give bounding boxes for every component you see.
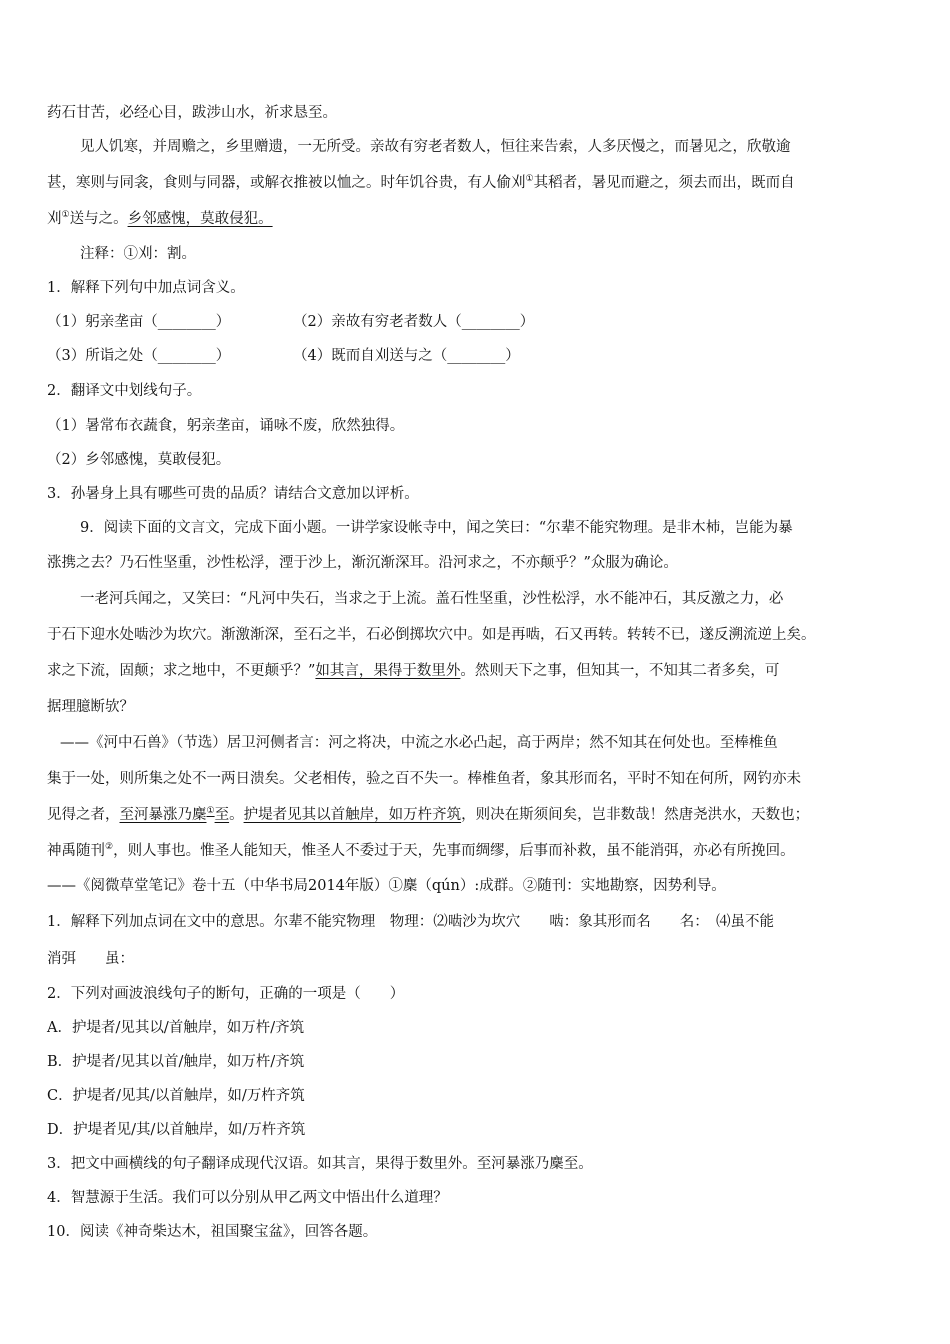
text-span: 求之下流，固颠；求之地中，不更颠乎？” [47, 663, 316, 679]
text-span: 。然则天下之事，但知其一，不知其二者多矣，可 [460, 663, 780, 679]
question-10: 10．阅读《神奇柴达木，祖国聚宝盆》，回答各题。 [47, 1224, 378, 1240]
option-a: A．护堤者/见其以/首触岸，如万杵/齐筑 [47, 1020, 305, 1036]
text-span: 见得之者， [47, 807, 120, 823]
passage-line [47, 805, 910, 825]
passage-line: 药石甘苦，必经心目，跋涉山水，祈求恳至。 [47, 105, 337, 121]
subquestion-4: （4）既而自刈送与之（________） [293, 348, 520, 364]
option-c: C．护堤者/见其/以首触岸，如/万杵齐筑 [47, 1088, 305, 1104]
source-note: ——《阅微草堂笔记》卷十五（中华书局2014年版）①麇（qún）:成群。②随刊：实地勘察，因势利导。 [47, 878, 726, 894]
passage-line: 集于一处，则所集之处不一两日溃矣。父老相传，验之百不失一。棒椎鱼者，象其形而名，平时不知在何所，网钓亦未 [47, 771, 801, 787]
underlined-sentence: 乡邻感愧，莫敢侵犯。 [127, 211, 273, 227]
underlined-sentence: 如其言，果得于数里外 [315, 663, 461, 679]
annotation: 注释：①刈：割。 [80, 246, 196, 262]
passage-line: 据理臆断欤？ [47, 699, 134, 715]
subquestion-3: （3）所诣之处（________） [47, 348, 231, 364]
passage-line [47, 661, 910, 681]
passage-line: ——《河中石兽》（节选）居卫河侧者言：河之将决，中流之水必凸起，高于两岸；然不知其在何处也。至棒椎鱼 [60, 735, 778, 751]
text-span: ，则决在斯须间矣，岂非数哉！然唐尧洪水，天数也； [461, 807, 810, 823]
text-span: 神禹随刊 [47, 843, 105, 859]
passage-line: 涨携之去？乃石性坚重，沙性松浮，湮于沙上，渐沉渐深耳。沿河求之，不亦颠乎？”众服为确论。 [47, 555, 678, 571]
question-4: 4．智慧源于生活。我们可以分别从甲乙两文中悟出什么道理？ [47, 1190, 448, 1206]
text-span: 甚，寒则与同衾，食则与同器，或解衣推被以恤之。时年饥谷贵，有人偷刈 [47, 175, 526, 191]
passage-line: 见人饥寒，并周赡之，乡里赠遗，一无所受。亲故有穷老者数人，恒往来告索，人多厌慢之，而暑见之，欣敬逾 [80, 139, 791, 155]
underlined-sentence: 至河暴涨乃麇 [119, 807, 207, 823]
text-span: 。 [229, 807, 244, 823]
passage-line: 于石下迎水处啮沙为坎穴。渐激渐深，至石之半，石必倒掷坎穴中。如是再啮，石又再转。转转不已，遂反溯流逆上矣。 [47, 627, 816, 643]
text-span: 刈 [47, 211, 62, 227]
text-span: 其稻者，暑见而避之，须去而出，既而自 [533, 175, 795, 191]
footnote-marker: ① [525, 174, 534, 185]
passage-line: 9．阅读下面的文言文，完成下面小题。一讲学家设帐寺中，闻之笑曰：“尔辈不能究物理。是非木杮，岂能为暴 [80, 520, 793, 536]
question-3: 3．把文中画横线的句子翻译成现代汉语。如其言，果得于数里外。至河暴涨乃麇至。 [47, 1156, 593, 1172]
footnote-marker: ① [61, 210, 70, 221]
subquestion: （1）暑常布衣蔬食，躬亲垄亩，诵咏不废，欣然独得。 [47, 418, 405, 434]
subquestion: （2）乡邻感愧，莫敢侵犯。 [47, 452, 231, 468]
footnote-marker: ② [105, 842, 114, 853]
question-1: 1．解释下列句中加点词含义。 [47, 280, 245, 296]
subquestion-1: （1）躬亲垄亩（________） [47, 314, 231, 330]
option-d: D．护堤者见/其/以首触岸，如/万杵齐筑 [47, 1122, 306, 1138]
question-1: 1．解释下列加点词在文中的意思。尔辈不能究物理 物理：⑵啮沙为坎穴 啮：象其形而名 名： ⑷虽不能 [47, 914, 774, 930]
footnote-marker: ① [206, 806, 215, 817]
question-3: 3．孙暑身上具有哪些可贵的品质？请结合文意加以评析。 [47, 486, 419, 502]
question-row [47, 346, 910, 366]
wavy-underlined-sentence: 护堤者见其以首触岸，如万杵齐筑 [243, 807, 462, 823]
passage-line: 一老河兵闻之，又笑曰：“凡河中失石，当求之于上流。盖石性坚重，沙性松浮，水不能冲石，其反激之力，必 [80, 591, 784, 607]
passage-line [47, 209, 910, 229]
question-2: 2．翻译文中划线句子。 [47, 383, 202, 399]
underlined-sentence: 至 [214, 807, 230, 823]
question-1-cont: 消弭 虽： [47, 951, 134, 967]
option-b: B．护堤者/见其以首/触岸，如万杵/齐筑 [47, 1054, 305, 1070]
passage-line [47, 841, 910, 861]
question-2: 2．下列对画波浪线句子的断句，正确的一项是（ ） [47, 986, 405, 1002]
question-row [47, 312, 910, 332]
subquestion-2: （2）亲故有穷老者数人（________） [293, 314, 535, 330]
text-span: 送与之。 [69, 211, 128, 227]
text-span: ，则人事也。惟圣人能知天，惟圣人不委过于天，先事而绸缪，后事而补救，虽不能消弭，亦必有所挽回。 [113, 843, 795, 859]
passage-line [47, 173, 910, 193]
